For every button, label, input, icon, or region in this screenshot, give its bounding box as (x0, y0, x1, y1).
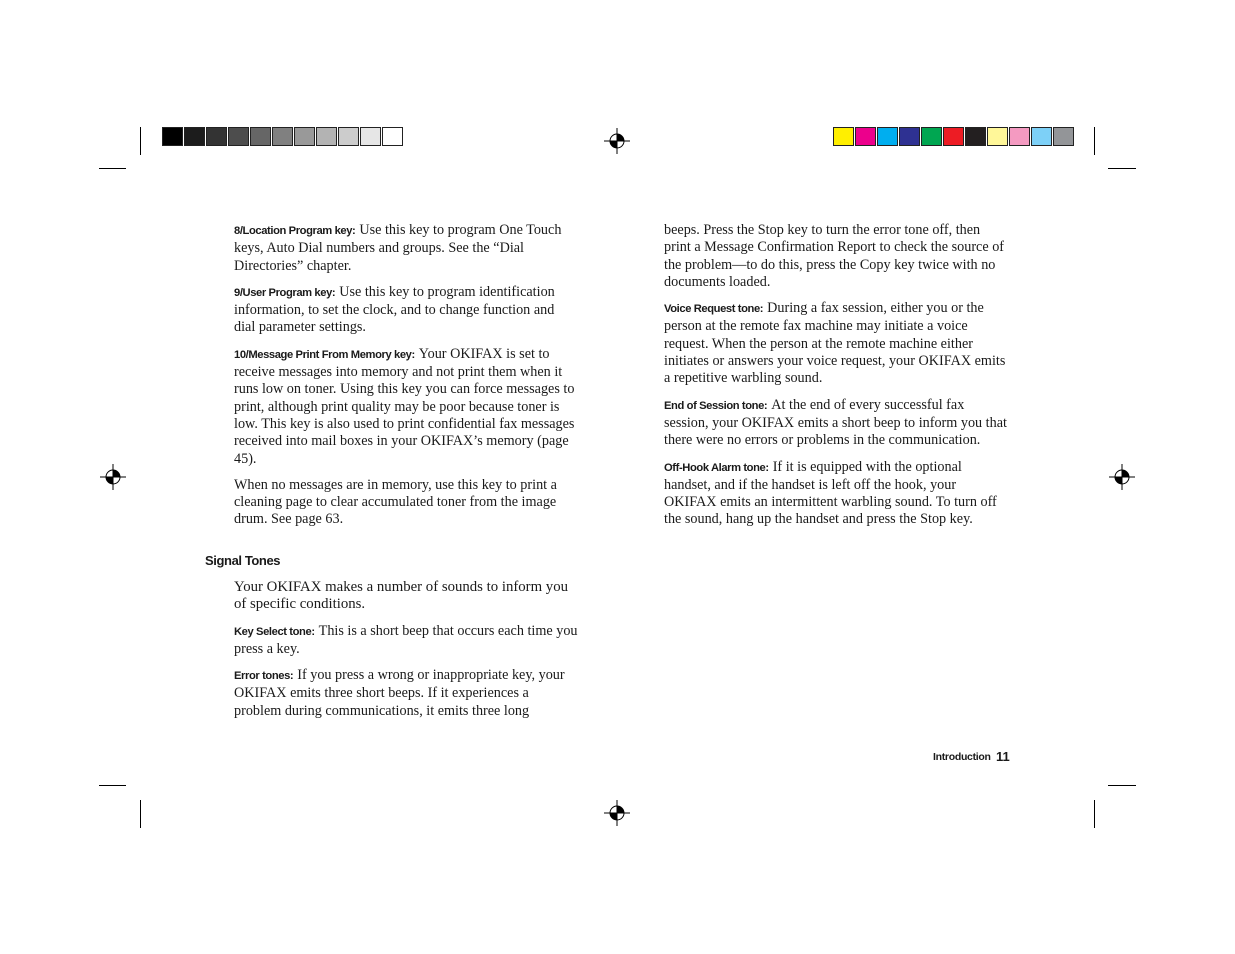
term: Error tones: (234, 670, 294, 683)
paragraph-key-select-tone (234, 623, 579, 659)
gray-swatch-3 (206, 127, 227, 146)
body-text: If it is equipped with the optional handset, and if the handset is left off the hook, your OKIFAX emits an intermittent warbling sound. To turn off the sound, hang up the handset and press the Stop key. (664, 458, 997, 528)
body-text: Use this key to program One Touch keys, Auto Dial numbers and groups. See the “Dial Directories” chapter. (234, 222, 562, 274)
paragraph-location-program-key (234, 222, 579, 275)
color-swatch-5 (921, 127, 942, 146)
gray-swatch-10 (360, 127, 381, 146)
color-swatch-10 (1031, 127, 1052, 146)
gray-swatch-2 (184, 127, 205, 146)
term: 9/User Program key: (234, 286, 336, 299)
color-swatch-8 (987, 127, 1008, 146)
paragraph-error-tones (234, 667, 579, 720)
color-swatch-2 (855, 127, 876, 146)
color-swatch-3 (877, 127, 898, 146)
paragraph-cleaning-page (234, 477, 579, 529)
gray-swatch-8 (316, 127, 337, 146)
paragraph-user-program-key (234, 284, 579, 337)
gray-swatch-4 (228, 127, 249, 146)
color-swatch-7 (965, 127, 986, 146)
crop-mark (1094, 800, 1095, 828)
term: End of Session tone: (664, 399, 768, 412)
gray-swatch-6 (272, 127, 293, 146)
body-text: At the end of every successful fax session, your OKIFAX emits a short beep to inform you that there were no errors or problems in the communication. (664, 396, 1007, 449)
registration-mark-icon (604, 128, 630, 154)
paragraph-message-print-key (234, 346, 579, 468)
registration-mark-icon (604, 800, 630, 826)
right-column (664, 222, 1009, 538)
crop-mark (140, 127, 141, 155)
body-text: During a fax session, either you or the person at the remote fax machine may initiate a voice request. When the person at the remote machine either initiates or answers your voice request, your OKIFAX emits a repetitive warbling sound. (664, 300, 1006, 387)
body-text: This is a short beep that occurs each time you press a key. (234, 622, 578, 657)
section-heading: Signal Tones (205, 553, 281, 568)
gray-swatch-5 (250, 127, 271, 146)
gray-swatch-9 (338, 127, 359, 146)
color-swatch-6 (943, 127, 964, 146)
crop-mark (99, 785, 126, 786)
body-text: Your OKIFAX makes a number of sounds to inform you of specific conditions. (234, 579, 569, 613)
crop-mark (1094, 127, 1095, 155)
term: Key Select tone: (234, 625, 315, 638)
paragraph-end-of-session-tone (664, 397, 1009, 450)
term: Voice Request tone: (664, 303, 764, 316)
footer-section-label: Introduction (933, 751, 991, 763)
page-number: 11 (996, 749, 1010, 764)
crop-mark (1108, 168, 1136, 169)
paragraph-signal-tones-intro (234, 579, 579, 614)
term: 8/Location Program key: (234, 225, 356, 237)
gray-swatch-11 (382, 127, 403, 146)
color-swatch-1 (833, 127, 854, 146)
crop-mark (99, 168, 126, 169)
color-calibration-bar (833, 127, 1075, 146)
left-column-lower (234, 579, 579, 729)
color-swatch-9 (1009, 127, 1030, 146)
body-text: If you press a wrong or inappropriate key, your OKIFAX emits three short beeps. If it experiences a problem during communications, it emits three long (234, 667, 565, 719)
paragraph-voice-request-tone (664, 300, 1009, 387)
term: 10/Message Print From Memory key: (234, 348, 415, 361)
paragraph-error-tones-continued (664, 222, 1009, 291)
gray-swatch-1 (162, 127, 183, 146)
color-swatch-11 (1053, 127, 1074, 146)
body-text: Use this key to program identification information, to set the clock, and to change function and dial parameter settings. (234, 283, 555, 336)
grayscale-calibration-bar (162, 127, 404, 146)
body-text: beeps. Press the Stop key to turn the error tone off, then print a Message Confirmation Report to check the source of the problem—to do this, press the Copy key twice with no documents loaded. (664, 222, 1005, 290)
paragraph-off-hook-alarm-tone (664, 459, 1009, 529)
left-column (234, 222, 579, 538)
crop-mark (140, 800, 141, 828)
registration-mark-icon (100, 464, 126, 490)
crop-mark (1108, 785, 1136, 786)
body-text: When no messages are in memory, use this key to print a cleaning page to clear accumulated toner from the image drum. See page 63. (234, 476, 557, 528)
registration-mark-icon (1109, 464, 1135, 490)
color-swatch-4 (899, 127, 920, 146)
gray-swatch-7 (294, 127, 315, 146)
term: Off-Hook Alarm tone: (664, 461, 769, 474)
body-text: Your OKIFAX is set to receive messages into memory and not print them when it runs low on toner. Using this key you can force messages to print, although print quality may be poor because toner is low. This key is also used to print confidential fax messages received into mail boxes in your OKIFAX’s memory (page 45). (234, 345, 575, 467)
